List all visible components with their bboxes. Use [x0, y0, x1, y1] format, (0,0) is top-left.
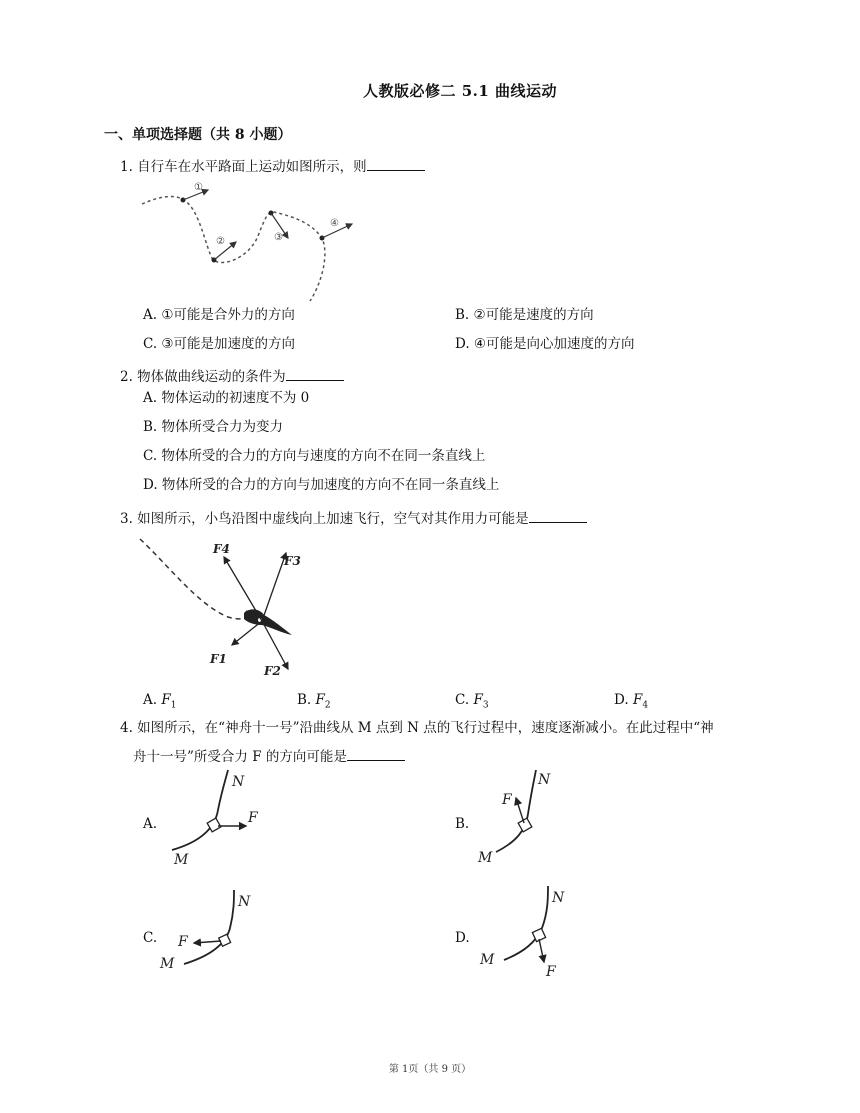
question-2-text: 2. 物体做曲线运动的条件为	[120, 369, 286, 385]
answer-blank	[529, 508, 587, 523]
svg-text:F: F	[502, 792, 512, 808]
q4-option-a: A.	[143, 816, 158, 832]
label-f: F	[248, 810, 258, 826]
svg-text:N: N	[538, 772, 551, 788]
spacecraft-figure-b	[478, 770, 588, 865]
svg-text:N: N	[238, 894, 251, 910]
figure-label-3: ③	[274, 232, 283, 243]
spacecraft-figure-c	[158, 890, 268, 975]
label-f1: F1	[210, 652, 227, 666]
page-title: 人教版必修二 5.1 曲线运动	[362, 82, 558, 100]
q1-option-a: A. ①可能是合外力的方向	[143, 307, 295, 323]
q4-option-c: C.	[143, 930, 158, 946]
label-f3: F3	[284, 554, 301, 568]
q1-option-d: D. ④可能是向心加速度的方向	[455, 336, 635, 352]
bicycle-path-figure	[140, 176, 360, 301]
section-heading: 一、单项选择题（共 8 小题）	[104, 127, 292, 143]
q2-option-d: D. 物体所受的合力的方向与加速度的方向不在同一条直线上	[143, 477, 500, 493]
q2-option-b: B. 物体所受合力为变力	[143, 419, 284, 435]
svg-text:N: N	[552, 890, 565, 906]
q3-option-b: B. $F_2$	[297, 692, 331, 711]
figure-label-4: ④	[330, 218, 339, 229]
svg-text:M: M	[478, 850, 493, 866]
q3-option-a: A. $F_1$	[143, 692, 177, 711]
label-m: M	[174, 852, 189, 868]
svg-text:F: F	[546, 964, 556, 980]
question-1-text: 1. 自行车在水平路面上运动如图所示，则	[120, 159, 367, 175]
svg-text:M: M	[160, 956, 175, 972]
spacecraft-figure-d	[478, 886, 588, 981]
question-4-stem-line2: 舟十一号”所受合力 F 的方向可能是	[133, 746, 405, 767]
svg-text:F: F	[178, 934, 188, 950]
label-f2: F2	[264, 664, 281, 678]
label-n: N	[232, 774, 245, 790]
page-footer: 第 1页（共 9 页）	[388, 1064, 472, 1075]
q4-option-d: D.	[455, 930, 470, 946]
question-3-stem	[120, 508, 587, 529]
q2-option-c: C. 物体所受的合力的方向与速度的方向不在同一条直线上	[143, 448, 486, 464]
answer-blank	[347, 746, 405, 761]
label-f4: F4	[213, 542, 230, 556]
question-3-text: 3. 如图所示，小鸟沿图中虚线向上加速飞行，空气对其作用力可能是	[120, 511, 529, 527]
question-2-stem	[120, 366, 344, 387]
q1-option-b: B. ②可能是速度的方向	[455, 307, 594, 323]
question-4-stem-line1: 4. 如图所示，在“神舟十一号”沿曲线从 M 点到 N 点的飞行过程中，速度逐渐减小。在此过程中“神	[120, 720, 714, 736]
q4-option-b: B.	[455, 816, 470, 832]
figure-label-2: ②	[216, 236, 225, 247]
q2-option-a: A. 物体运动的初速度不为 0	[143, 390, 310, 406]
answer-blank	[286, 366, 344, 381]
question-1-stem	[120, 156, 425, 177]
q3-option-c: C. $F_3$	[455, 692, 489, 711]
answer-blank	[367, 156, 425, 171]
spacecraft-figure-a	[170, 770, 280, 868]
figure-label-1: ①	[194, 182, 203, 193]
bird-force-figure	[138, 535, 318, 685]
svg-text:M: M	[480, 952, 495, 968]
q3-option-d: D. $F_4$	[614, 692, 649, 711]
q1-option-c: C. ③可能是加速度的方向	[143, 336, 296, 352]
